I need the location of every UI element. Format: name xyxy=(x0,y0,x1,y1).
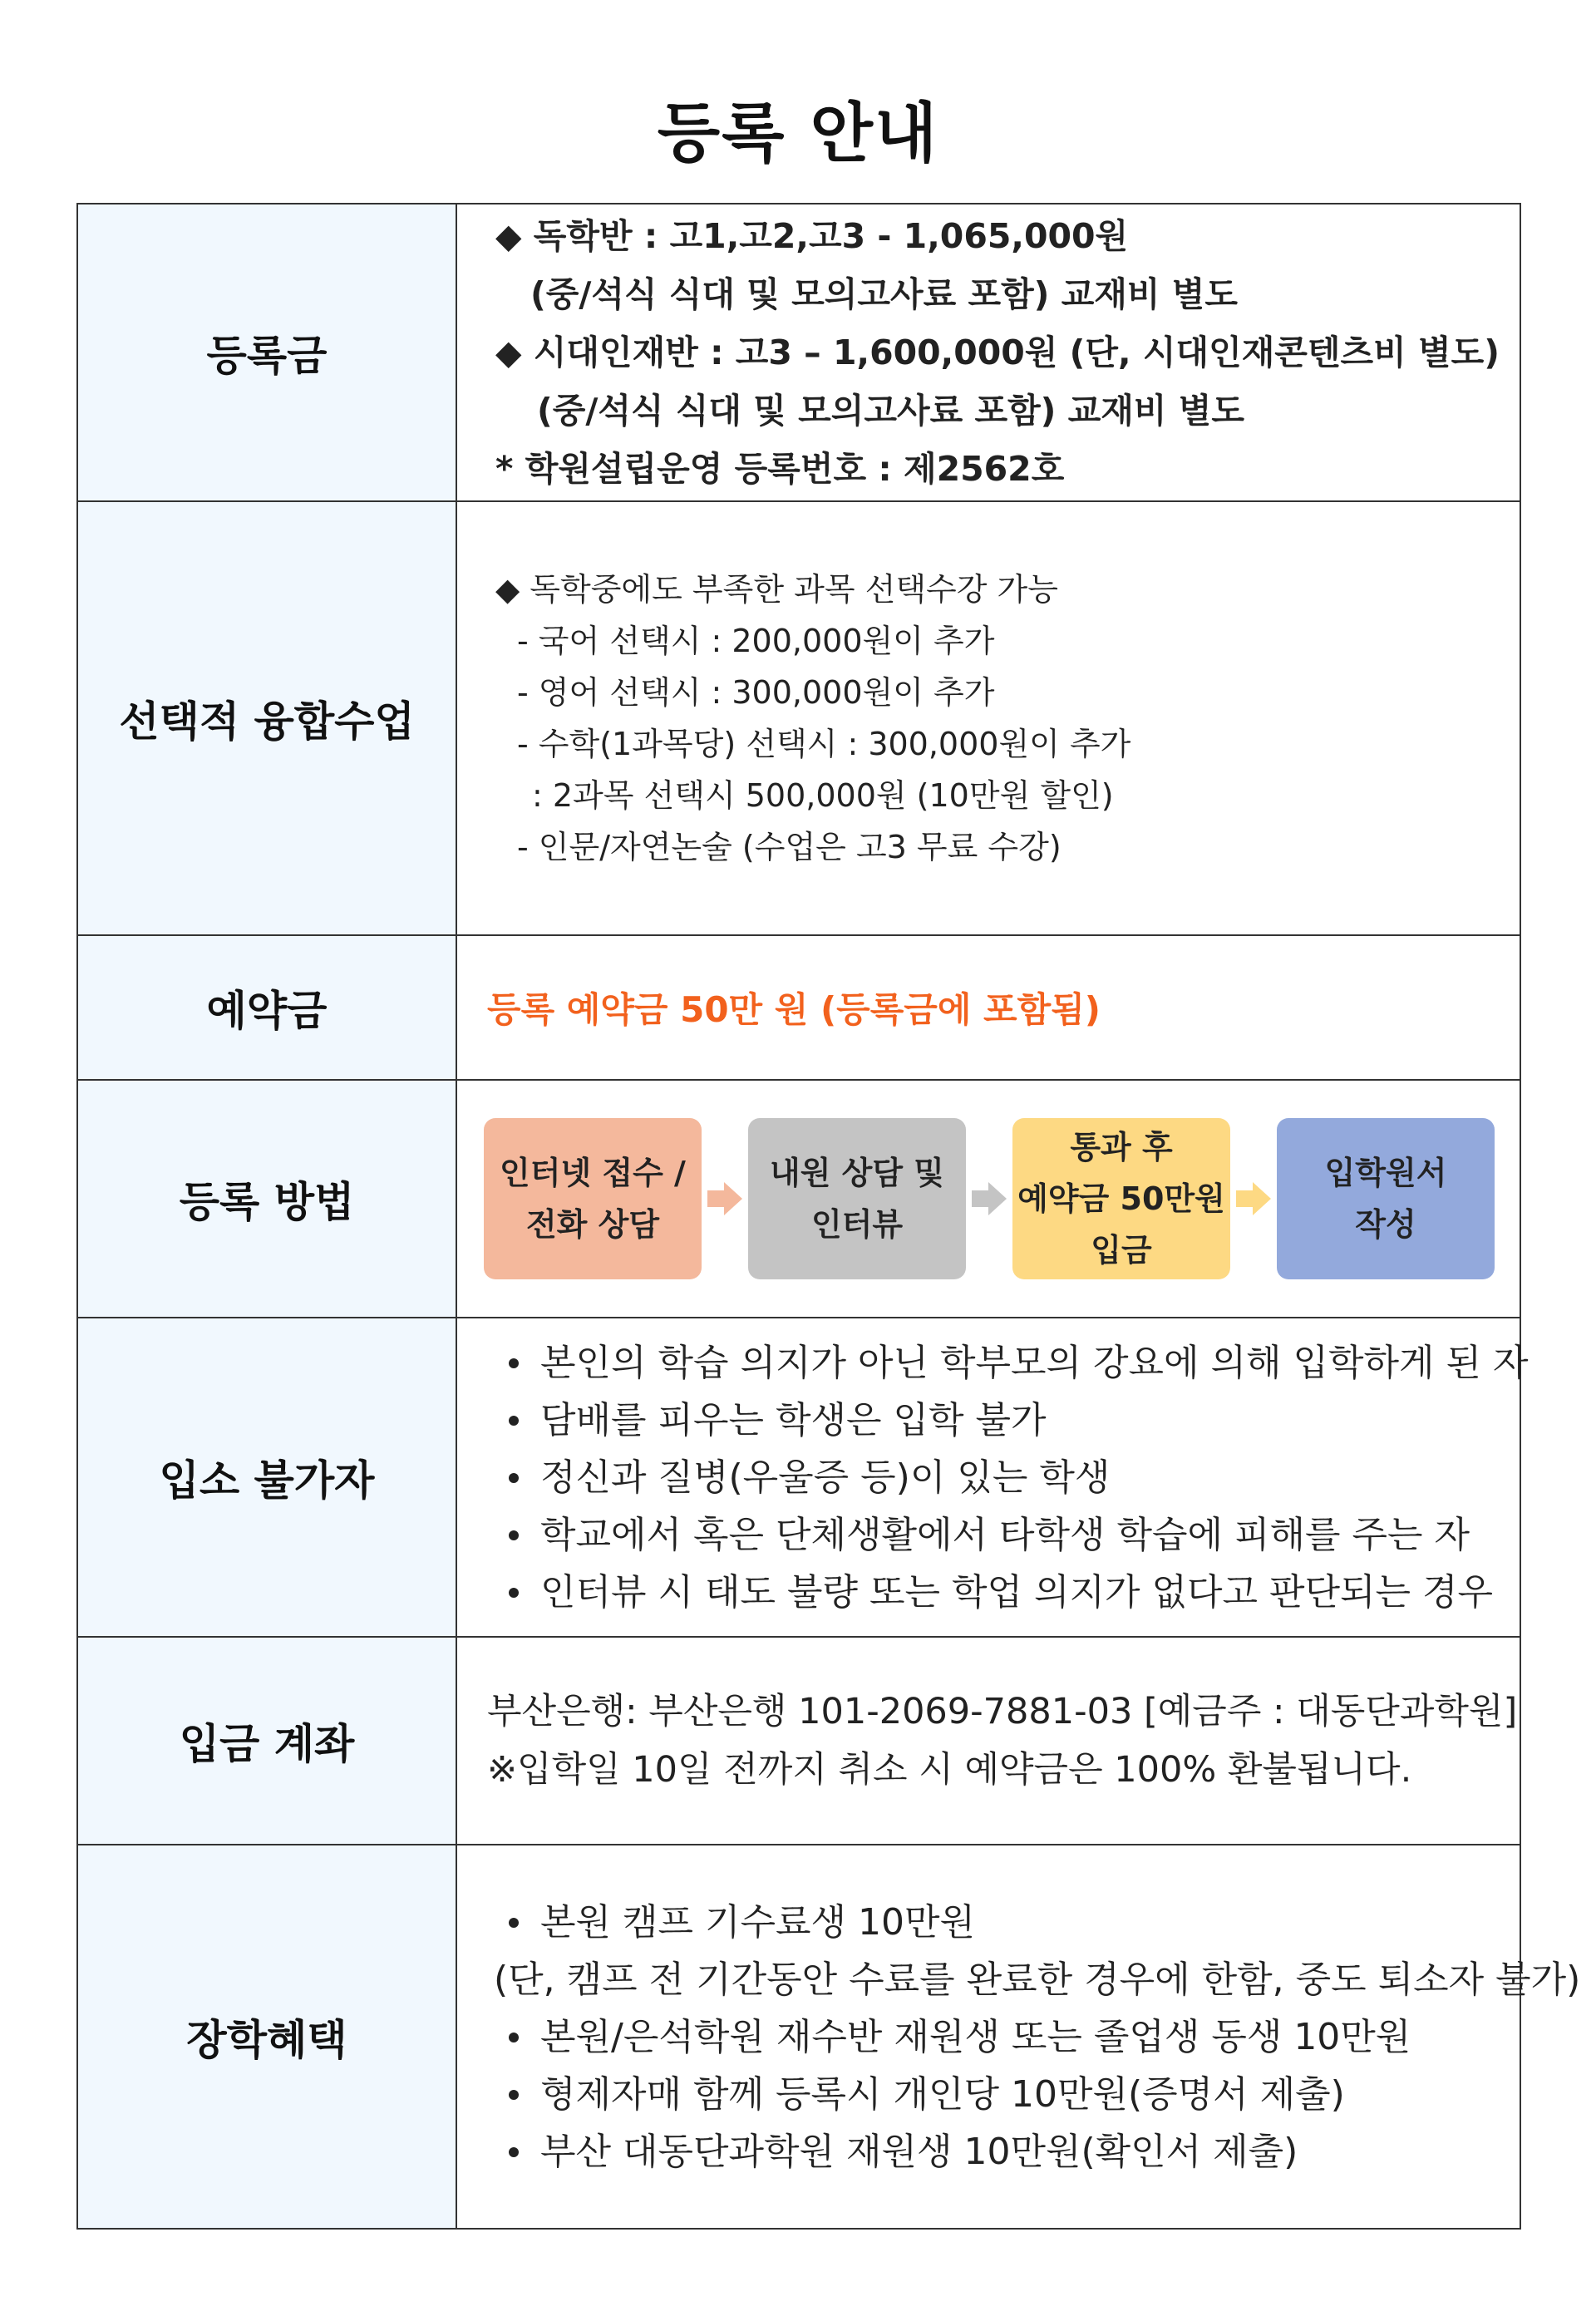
elective-line: - 인문/자연논술 (수업은 고3 무료 수강) xyxy=(517,829,1062,865)
list-item: 담배를 피우는 학생은 입학 불가 xyxy=(485,1392,1520,1449)
ineligible-list xyxy=(485,1334,1529,1621)
flow-step-text: 전화 상담 xyxy=(525,1206,660,1243)
flow-step-application-form xyxy=(1277,1118,1495,1279)
row-label-account: 입금 계좌 xyxy=(77,1637,456,1845)
deposit-text: 등록 예약금 50만 원 (등록금에 포함됨) xyxy=(487,989,1101,1030)
flow-step-text: 입학원서 xyxy=(1324,1155,1447,1191)
flow-step-text: 작성 xyxy=(1355,1206,1416,1243)
flow-step-text: 내원 상담 및 xyxy=(770,1155,944,1191)
flow-step-text: 입금 xyxy=(1091,1232,1152,1269)
flow-step-text: 인터뷰 xyxy=(810,1206,904,1243)
method-content xyxy=(456,1080,1520,1318)
scholarship-content xyxy=(456,1845,1581,2229)
fee-line: (중/석식 식대 및 모의고사료 포함) 교재비 별도 xyxy=(530,274,1239,314)
registration-flow xyxy=(484,1118,1520,1279)
fee-line: ◆ 독학반 : 고1,고2,고3 - 1,065,000원 xyxy=(495,216,1129,256)
flow-step-text: 인터넷 접수 / xyxy=(500,1155,686,1191)
list-item: 형제자매 함께 등록시 개인당 10만원(증명서 제출) xyxy=(485,2066,1520,2123)
elective-content xyxy=(456,501,1520,935)
arrow-right-icon xyxy=(707,1182,742,1215)
flow-step-text: 예약금 50만원 xyxy=(1017,1180,1225,1217)
table-row-ineligible xyxy=(77,1318,1520,1637)
list-item: 부산 대동단과학원 재원생 10만원(확인서 제출) xyxy=(485,2123,1520,2180)
elective-line: - 국어 선택시 : 200,000원이 추가 xyxy=(517,623,995,659)
page-title: 등록 안내 xyxy=(657,96,939,171)
table-row-fee xyxy=(77,204,1520,501)
elective-line: ◆ 독학중에도 부족한 과목 선택수강 가능 xyxy=(495,571,1058,608)
fee-content xyxy=(456,204,1520,501)
list-item: 학교에서 혹은 단체생활에서 타학생 학습에 피해를 주는 자 xyxy=(485,1506,1520,1564)
registration-info-table xyxy=(76,203,1581,2230)
list-item: 정신과 질병(우울증 등)이 있는 학생 xyxy=(485,1449,1520,1506)
fee-line-highlight: ◆ 시대인재반 : 고3 – 1,600,000원 (단, 시대인재콘텐츠비 별도) xyxy=(495,333,1500,372)
deposit-content xyxy=(456,935,1520,1080)
list-item: 본원/은석학원 재수반 재원생 또는 졸업생 동생 10만원 xyxy=(485,2008,1520,2066)
table-row-deposit xyxy=(77,935,1520,1080)
arrow-right-icon xyxy=(1236,1182,1271,1215)
row-label-fee: 등록금 xyxy=(77,204,456,501)
table-row-scholarship xyxy=(77,1845,1520,2229)
scholarship-list xyxy=(485,2008,1520,2180)
flow-step-text: 통과 후 xyxy=(1070,1129,1173,1165)
row-label-method: 등록 방법 xyxy=(77,1080,456,1318)
list-item: 본인의 학습 의지가 아닌 학부모의 강요에 의해 입학하게 된 자 xyxy=(485,1334,1520,1392)
flow-step-deposit xyxy=(1012,1118,1230,1279)
row-label-scholarship: 장학혜택 xyxy=(77,1845,456,2229)
fee-line-highlight: (중/석식 식대 및 모의고사료 포함) 교재비 별도 xyxy=(537,391,1245,431)
row-label-deposit: 예약금 xyxy=(77,935,456,1080)
account-content xyxy=(456,1637,1520,1845)
table-row-account xyxy=(77,1637,1520,1845)
scholarship-list xyxy=(485,1894,1520,1951)
table-row-method xyxy=(77,1080,1520,1318)
elective-line: : 2과목 선택시 500,000원 (10만원 할인) xyxy=(532,777,1114,814)
list-item: 본원 캠프 기수료생 10만원 xyxy=(485,1894,1520,1951)
list-item: 인터뷰 시 태도 불량 또는 학업 의지가 없다고 판단되는 경우 xyxy=(485,1564,1520,1621)
flow-step-apply xyxy=(484,1118,702,1279)
flow-step-interview xyxy=(748,1118,966,1279)
refund-note: ※입학일 10일 전까지 취소 시 예약금은 100% 환불됩니다. xyxy=(487,1749,1412,1791)
table-row-elective xyxy=(77,501,1520,935)
scholarship-note: (단, 캠프 전 기간동안 수료를 완료한 경우에 한함, 중도 퇴소자 불가) xyxy=(494,1958,1581,2001)
fee-line: * 학원설립운영 등록번호 : 제2562호 xyxy=(495,449,1065,489)
elective-line: - 수학(1과목당) 선택시 : 300,000원이 추가 xyxy=(517,726,1131,762)
account-number: 부산은행: 부산은행 101-2069-7881-03 [예금주 : 대동단과학원] xyxy=(487,1691,1518,1732)
row-label-ineligible: 입소 불가자 xyxy=(77,1318,456,1637)
elective-line: - 영어 선택시 : 300,000원이 추가 xyxy=(517,674,995,711)
ineligible-content xyxy=(456,1318,1529,1637)
row-label-elective: 선택적 융합수업 xyxy=(77,501,456,935)
arrow-right-icon xyxy=(972,1182,1007,1215)
